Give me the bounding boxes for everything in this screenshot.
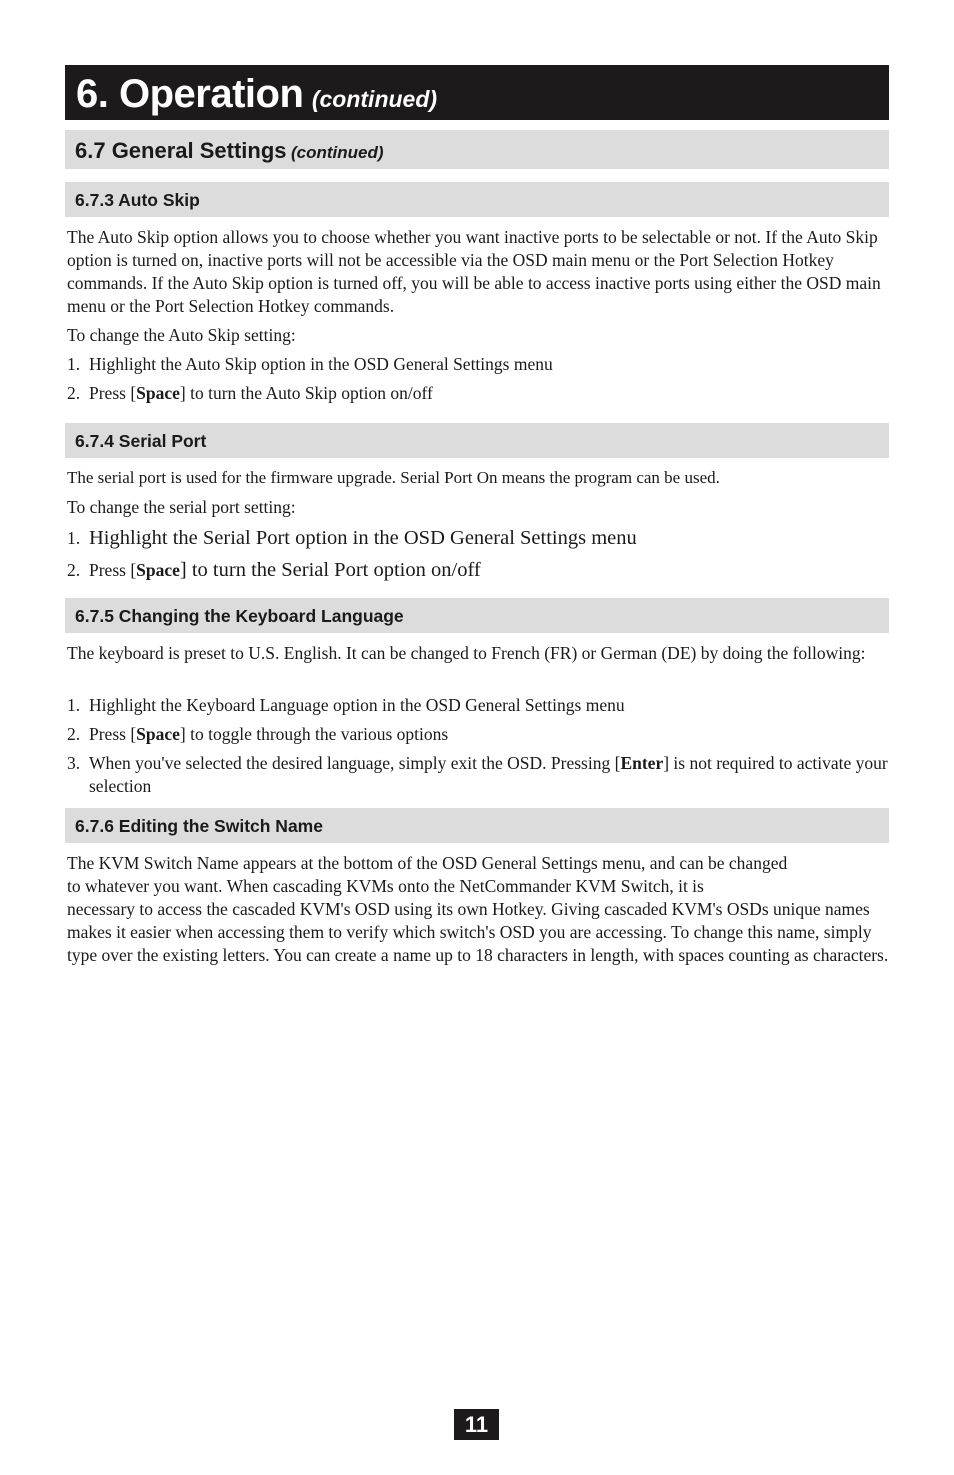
step-text-post: ] to toggle through the various options [179,724,449,744]
step-number: 1. [67,528,81,548]
step-text-pre: Press [ [89,383,137,403]
step-number: 1. [67,695,81,715]
switch-name-rest: necessary to access the cascaded KVM's OSD using its own Hotkey. Giving cascaded KVM's OSDs unique names makes it easier when accessing them to verify which switch's OSD you are accessing. To change this name, simply type over the existing letters. You can create a name up to 18 characters in length, with spaces counting as characters. [67,899,889,965]
section-title-continued: (continued) [290,143,384,162]
serial-port-paragraph: The serial port is used for the firmware upgrade. Serial Port On means the program can be used. [67,468,720,487]
auto-skip-paragraph: The Auto Skip option allows you to choose whether you want inactive ports to be selectable or not. If the Auto Skip option is turned on, inactive ports will not be accessible via the OSD main menu or the Port Selection Hotkey commands. If the Auto Skip option is turned off, you will be able to access inactive ports using either the OSD main menu or the Port Selection Hotkey commands. [67,227,881,316]
step-text-post: ] to turn the Serial Port option on/off [179,559,481,581]
step-text [89,752,889,798]
step-text [89,382,889,405]
keyboard-language-step-2 [67,723,889,746]
page-title: 6. Operation [76,72,304,116]
step-text-post: ] is not required to activate your selection [89,753,888,796]
step-text-pre: Press [ [89,724,137,744]
page-title-continued: (continued) [311,86,438,112]
space-key-label: Space [136,560,180,580]
step-text: Highlight the Serial Port option in the OSD General Settings menu [89,527,637,549]
serial-port-intro: To change the serial port setting: [67,497,296,517]
step-text-pre: Press [ [89,560,137,580]
auto-skip-step-2 [67,382,889,405]
section-title: 6.7 General Settings [75,138,287,163]
auto-skip-heading: 6.7.3 Auto Skip [65,182,889,217]
step-number: 3. [67,753,81,773]
step-number: 2. [67,383,81,403]
serial-port-step-1 [67,525,889,551]
switch-name-paragraph [67,852,889,967]
step-number: 2. [67,724,81,744]
page-number: 11 [454,1409,499,1440]
step-text: Highlight the Keyboard Language option in the OSD General Settings menu [89,695,625,715]
page-title-bar [65,65,889,120]
keyboard-language-heading: 6.7.5 Changing the Keyboard Language [65,598,889,633]
step-text [89,723,889,746]
step-text: Highlight the Auto Skip option in the OSD General Settings menu [89,354,553,374]
step-number: 1. [67,354,81,374]
step-text-pre: When you've selected the desired language, simply exit the OSD. Pressing [ [89,753,621,773]
step-text [89,557,889,583]
switch-name-heading: 6.7.6 Editing the Switch Name [65,808,889,843]
enter-key-label: Enter [620,753,664,773]
space-key-label: Space [136,383,180,403]
space-key-label: Space [136,724,180,744]
serial-port-heading: 6.7.4 Serial Port [65,423,889,458]
auto-skip-intro: To change the Auto Skip setting: [67,325,296,345]
keyboard-language-paragraph: The keyboard is preset to U.S. English. It can be changed to French (FR) or German (DE) by doing the following: [67,643,866,663]
keyboard-language-step-1 [67,694,889,717]
step-number: 2. [67,560,81,580]
keyboard-language-step-3 [67,752,889,798]
step-text-post: ] to turn the Auto Skip option on/off [179,383,433,403]
switch-name-line-1: The KVM Switch Name appears at the bottom of the OSD General Settings menu, and can be changed [67,853,788,873]
section-title-bar [65,130,889,169]
auto-skip-step-1 [67,353,889,376]
serial-port-step-2 [67,557,889,583]
switch-name-line-2: to whatever you want. When cascading KVMs onto the NetCommander KVM Switch, it is [67,876,704,896]
